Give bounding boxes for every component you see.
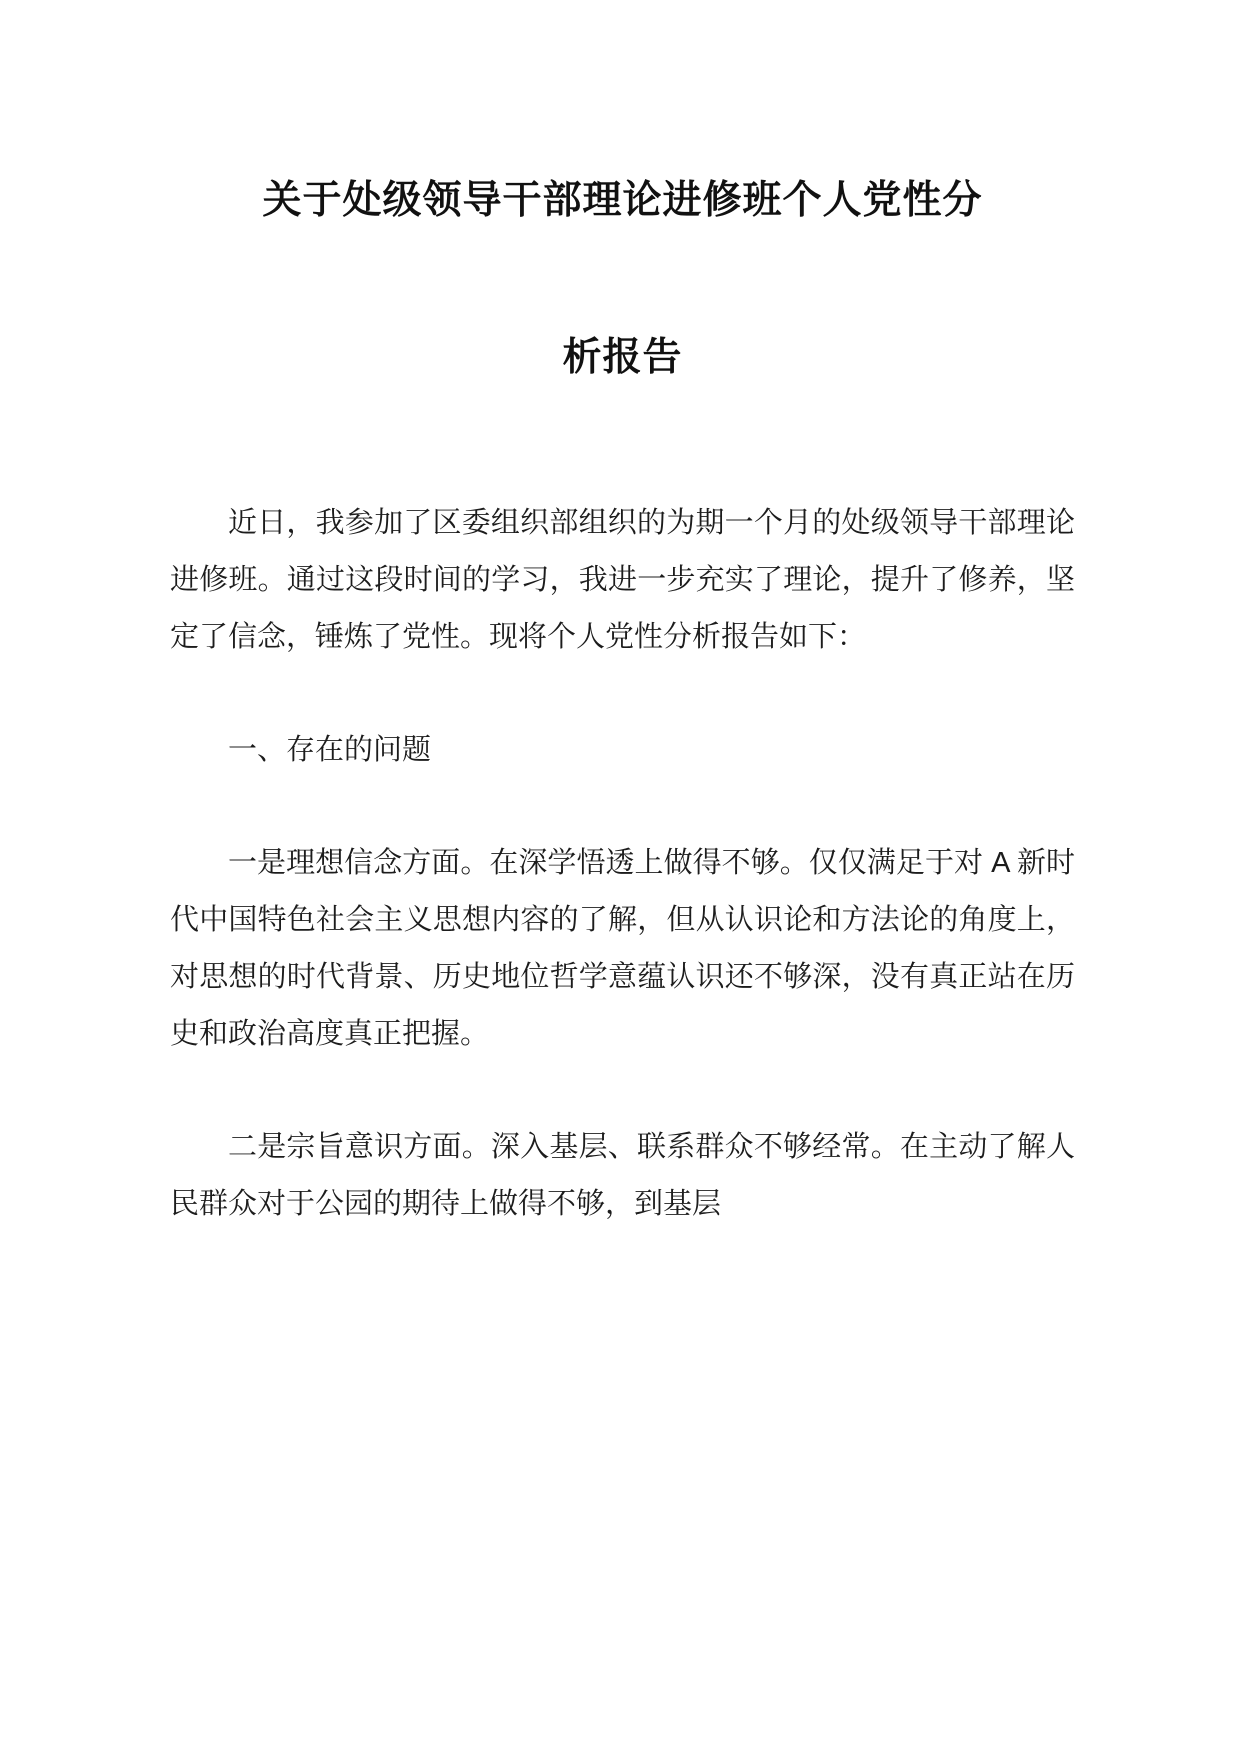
document-title bbox=[170, 179, 1075, 380]
paragraph-problem-2: 二是宗旨意识方面。深入基层、联系群众不够经常。在主动了解人民群众对于公园的期待上做得不够，到基层 bbox=[170, 1131, 1075, 1221]
paragraph-problem-1: 一是理想信念方面。在深学悟透上做得不够。仅仅满足于对 A 新时代中国特色社会主义思想内容的了解，但从认识论和方法论的角度上，对思想的时代背景、历史地位哲学意蕴认识还不够深，没有真正站在历史和政治高度真正把握。 bbox=[170, 847, 1075, 1051]
document-title-line-2: 析报告 bbox=[562, 336, 683, 380]
paragraph-intro: 近日，我参加了区委组织部组织的为期一个月的处级领导干部理论进修班。通过这段时间的学习，我进一步充实了理论，提升了修养，坚定了信念，锤炼了党性。现将个人党性分析报告如下： bbox=[170, 507, 1075, 654]
document-body bbox=[170, 495, 1075, 1233]
document-title-line-1: 关于处级领导干部理论进修班个人党性分 bbox=[262, 179, 983, 223]
section-heading-problems: 一、存在的问题 bbox=[228, 734, 432, 767]
